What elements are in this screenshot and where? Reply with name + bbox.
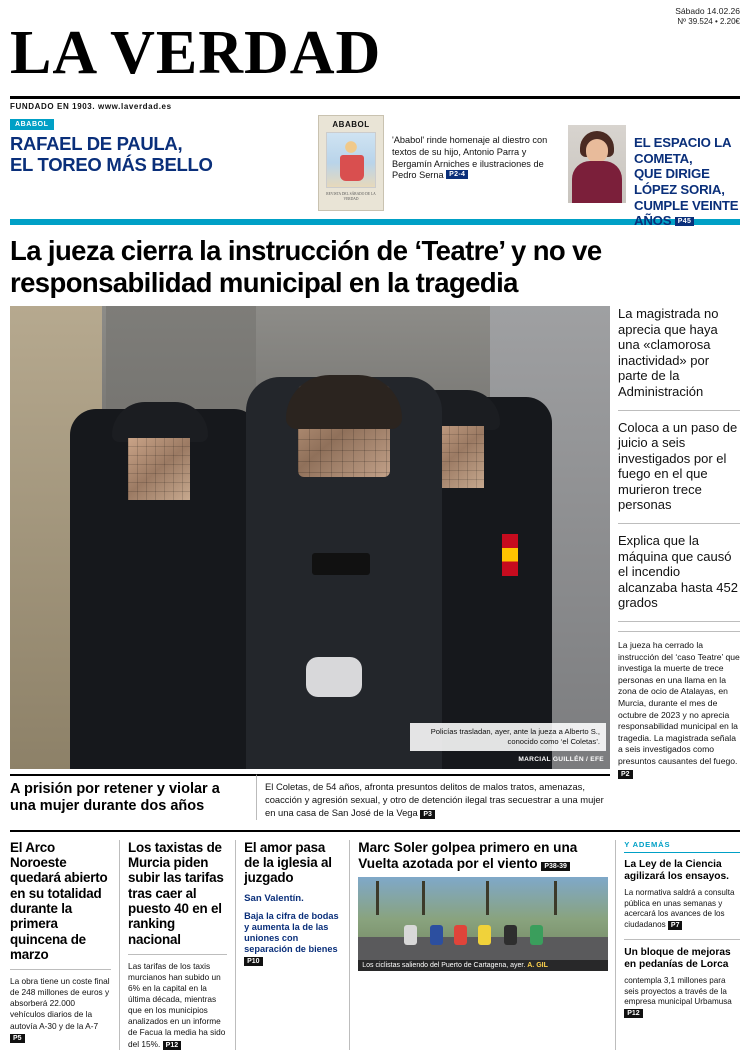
cycling-photo [358,877,608,971]
cycling-photo-credit: A. GIL [527,962,548,970]
col2-text-span: Las tarifas de los taxis murcianos han subido un 6% en la capital en la última década, mientras que en los municipios analizados en un informe de Facua la media ha sido del 15%. [128,960,226,1049]
secondary-story [10,774,610,820]
cycling-photo-caption [358,960,608,971]
promo-mid-text-block [392,113,560,213]
police-cap-left-icon [112,402,208,442]
magazine-cover-thumbnail [318,115,384,211]
cyclist-1 [404,925,417,945]
newspaper-logo: LA VERDAD [10,19,382,88]
bottom-col-san-valentin [244,840,350,1050]
palm-4 [554,881,557,915]
promo-right-pageref[interactable]: P45 [675,217,694,226]
gloved-hand [306,657,362,697]
magazine-title: ABABOL [332,120,370,130]
promo-mid-pageref[interactable]: P2-4 [446,170,468,179]
col4-headline: Marc Soler golpea primero en una Vuelta azotada por el viento [358,839,578,871]
promo-kicker: ABABOL [10,119,54,130]
ademas-item1-text-span: La normativa saldrá a consulta pública en unas semanas y acercará los avances de los ciudadanos [624,887,735,930]
col4-headline-block[interactable] [358,840,607,872]
bottom-col-sports [358,840,616,1050]
magazine-illustration [326,132,376,188]
ademas-item2-headline[interactable]: Un bloque de mejoras en pedanías de Lorca [624,946,731,970]
col3-subtext-block [244,911,341,967]
secondary-headline[interactable]: A prisión por retener y violar a una mujer durante dos años [10,774,256,820]
ademas-item2-pageref[interactable]: P12 [624,1009,642,1018]
ademas-item1-text [624,888,740,931]
rail-item-3[interactable]: Explica que la máquina que causó el incendio alcanzaba hasta 452 grados [618,533,740,622]
cyclist-6 [530,925,543,945]
bottom-col-y-ademas [624,840,740,1050]
founded-line: FUNDADO EN 1903. www.laverdad.es [10,102,172,112]
cyclist-4 [478,925,491,945]
lead-photo-credit: MARCIAL GUILLÉN / EFE [518,755,604,763]
promo-portrait-photo [568,125,626,203]
col1-pageref[interactable]: P5 [10,1034,25,1043]
ademas-divider [624,939,740,940]
lead-photo [10,306,610,769]
rail-summary-pageref[interactable]: P2 [618,770,633,779]
rail-summary-text: La jueza ha cerrado la instrucción del ‘caso Teatre’ que investiga la muerte de trece personas en una llama en la zona de ocio de Atalayas, en Murcia, durante el mes de octubre de 2023 y no aprecia responsabilidad municipal en la tragedia. La magistrada señala a seis investigados como presuntos causantes del fuego. [618,640,740,766]
issue-number-price: Nº 39.524 • 2.20€ [677,17,740,27]
promo-mid-text: 'Ababol' rinde homenaje al diestro con textos de su hijo, Antonio Parra y Bergamín Arniches e ilustraciones de Pedro Serna [392,135,548,181]
detainee-hair [286,375,402,429]
promo-right-line1: EL ESPACIO LA COMETA, [634,135,731,166]
col3-subtitle: San Valentín. [244,892,304,904]
rail-summary [618,631,740,779]
promo-right-block[interactable] [634,113,740,229]
rail-item-1[interactable]: La magistrada no aprecia que haya una «clamorosa inactividad» por parte de la Administración [618,306,740,411]
palm-3 [486,881,489,915]
col3-headline[interactable]: El amor pasa de la iglesia al juzgado [244,839,332,886]
cycling-caption-text: Los ciclistas saliendo del Puerto de Cartagena, ayer. [362,962,526,970]
lead-photo-caption: Policías trasladan, ayer, ante la jueza a Alberto S., conocido como ‘el Coletas’. [410,723,606,751]
col3-subtext: Baja la cifra de bodas y aumenta la de las uniones con separación de bienes [244,911,339,955]
ademas-item1-headline[interactable]: La Ley de la Ciencia agilizará los ensayos. [624,858,730,882]
portrait-face [586,139,608,163]
promo-headline-line1[interactable]: RAFAEL DE PAULA, [10,133,183,155]
rail-item-2[interactable]: Coloca a un paso de juicio a seis investigados por el fuego en el que murieron trece personas [618,420,740,525]
col3-pageref[interactable]: P10 [244,957,262,966]
secondary-pageref[interactable]: P3 [420,810,435,819]
portrait-body [572,161,622,203]
promo-right-line3 [634,198,740,229]
y-ademas-section-title: Y ADEMÁS [624,840,740,853]
secondary-body-text: El Coletas, de 54 años, afronta presuntos delitos de malos tratos, amenazas, coacción y agresión sexual, y otro de detención ilegal tras secuestrar a una mujer en una casa de San José de la Vega [265,780,604,818]
col1-text [10,969,111,1043]
issue-date: Sábado 14.02.26 [675,6,740,16]
main-body [0,306,750,820]
promo-right-line2: QUE DIRIGE LÓPEZ SORIA, [634,166,725,197]
palm-2 [422,881,425,915]
detainee-figure [246,377,442,769]
col4-pageref[interactable]: P38-39 [541,862,570,871]
col1-headline[interactable]: El Arco Noroeste quedará abierto en su totalidad durante la primera quincena de marzo [10,839,108,962]
col2-headline[interactable]: Los taxistas de Murcia piden subir las tarifas tras caer al puesto 40 en el ranking nacional [128,839,224,947]
bottom-section [10,830,740,1050]
promo-headline-line2[interactable]: EL TOREO MÁS BELLO [10,153,213,175]
spanish-flag-patch-icon [502,534,518,576]
bottom-col-arco-noroeste [10,840,120,1050]
jacket-logo [312,553,370,575]
pixelated-face-left [128,438,190,500]
cyclist-2 [430,925,443,945]
ademas-item2-text [624,976,740,1019]
palm-1 [376,881,379,915]
col2-pageref[interactable]: P12 [163,1041,181,1050]
main-headline[interactable]: La jueza cierra la instrucción de ‘Teatre’ y no ve responsabilidad municipal en la tragedia [10,235,602,298]
bottom-col-taxistas [128,840,236,1050]
cyclist-5 [504,925,517,945]
promo-strip [0,111,750,229]
magazine-footnote: REVISTA DEL SÁBADO DE LA VERDAD [326,192,376,202]
secondary-body [256,774,610,820]
col1-text-span: La obra tiene un coste final de 248 millones de euros y absorberá 22.000 vehículos diarios de la autovía A-30 y de la A-7 [10,976,110,1031]
cyclist-3 [454,925,467,945]
right-rail [618,306,740,820]
lead-photo-column [10,306,610,820]
ademas-item2-text-span: contempla 3,1 millones para seis proyectos a través de la empresa municipal Urbamusa [624,975,732,1007]
promo-left [10,113,310,213]
promo-right-line3-text: CUMPLE VEINTE AÑOS [634,197,739,229]
ademas-item1-pageref[interactable]: P7 [668,921,683,930]
col2-text [128,954,227,1050]
